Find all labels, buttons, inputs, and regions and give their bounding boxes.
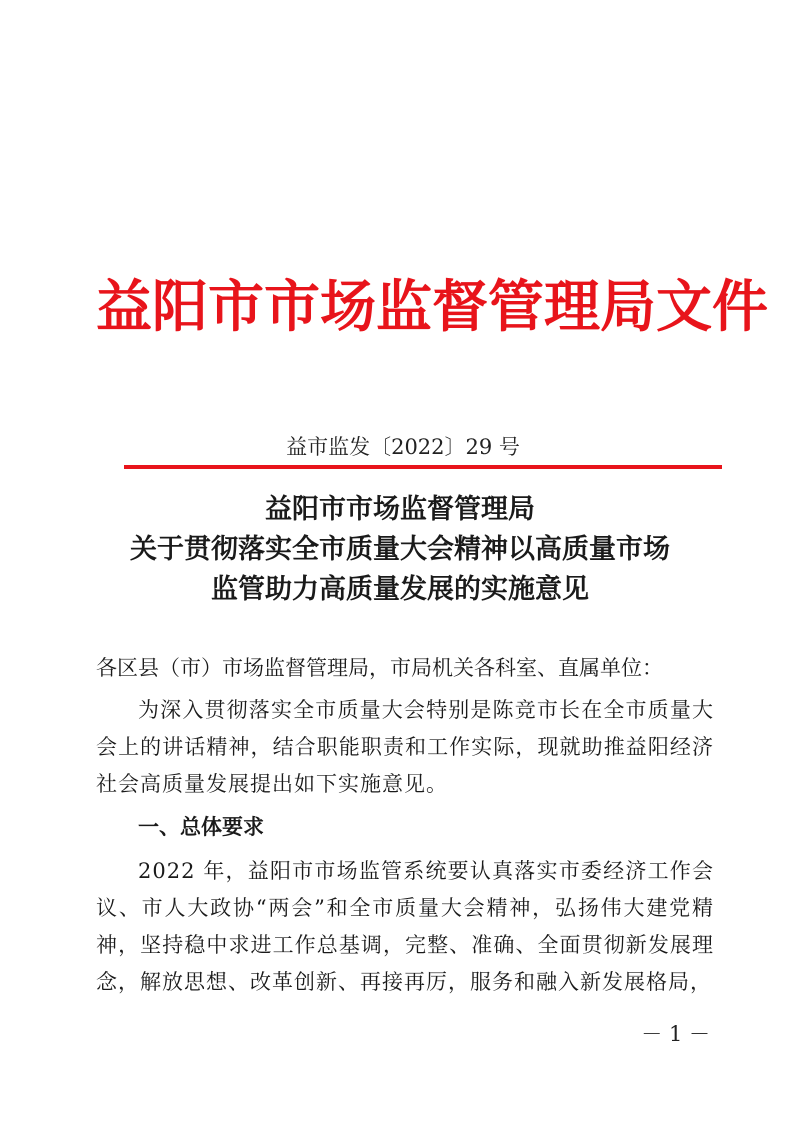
page-number: － 1 － bbox=[641, 1022, 710, 1046]
intro-paragraph: 为深入贯彻落实全市质量大会特别是陈竞市长在全市质量大会上的讲话精神，结合职能职责和工作实际，现就助推益阳经济社会高质量发展提出如下实施意见。 bbox=[96, 698, 714, 796]
section-heading: 一、总体要求 bbox=[138, 815, 264, 839]
section-paragraph: 2022 年，益阳市市场监管系统要认真落实市委经济工作会议、市人大政协“两会”和全市质量大会精神，弘扬伟大建党精神，坚持稳中求进工作总基调，完整、准确、全面贯彻新发展理念，解放思想、改革创新、再接再厉，服务和融入新发展格局， bbox=[96, 859, 714, 994]
title-line-1: 益阳市市场监督管理局 bbox=[265, 494, 535, 525]
red-separator-line bbox=[124, 465, 722, 469]
issuer-header-title: 益阳市市场监督管理局文件 bbox=[96, 275, 768, 340]
title-line-2: 关于贯彻落实全市质量大会精神以高质量市场 bbox=[130, 534, 670, 565]
document-number: 益市监发〔2022〕29 号 bbox=[286, 435, 520, 459]
title-line-3: 监管助力高质量发展的实施意见 bbox=[211, 574, 589, 605]
document-title bbox=[80, 490, 720, 610]
document-body bbox=[96, 650, 714, 1005]
salutation: 各区县（市）市场监督管理局，市局机关各科室、直属单位： bbox=[96, 656, 663, 680]
